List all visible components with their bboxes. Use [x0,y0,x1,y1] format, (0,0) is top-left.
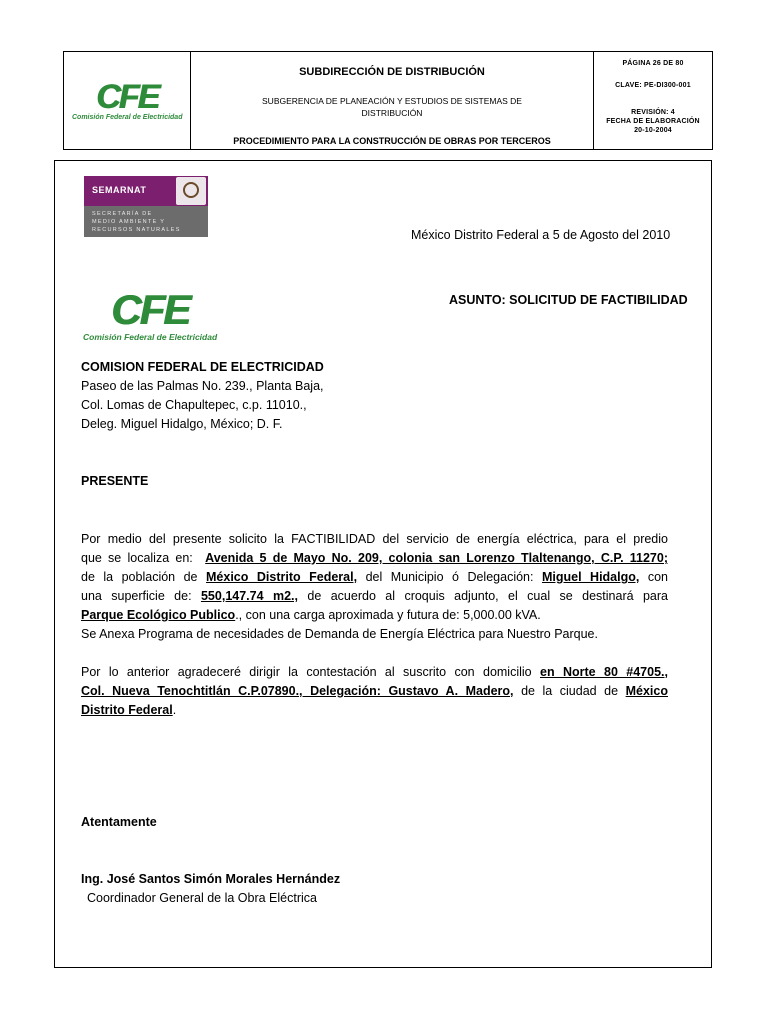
header-logo-cell [64,52,191,149]
recipient-address-line2: Col. Lomas de Chapultepec, c.p. 11010., [81,398,307,412]
cfe-logo-letters: CFE [96,78,158,116]
semarnat-line3: RECURSOS NATURALES [92,227,181,233]
signer-title: Coordinador General de la Obra Eléctrica [87,891,317,905]
semarnat-line2: MEDIO AMBIENTE Y [92,219,166,225]
cfe-logo-caption: Comisión Federal de Electricidad [83,332,218,342]
header-subtitle-line2: DISTRIBUCIÓN [361,108,423,118]
body2-line1: Por lo anterior agradeceré dirigir la contestación al suscrito con domicilio en Norte 80 #4705., [81,665,668,679]
body2-line2: Col. Nueva Tenochtitlán C.P.07890., Delegación: Gustavo A. Madero, de la ciudad de México [81,684,668,698]
body1-line6: Se Anexa Programa de necesidades de Demanda de Energía Eléctrica para Nuestro Parque. [81,627,598,641]
recipient-name: COMISION FEDERAL DE ELECTRICIDAD [81,360,324,374]
cfe-logo-letter [83,286,218,342]
header-subtitle-line1: SUBGERENCIA DE PLANEACIÓN Y ESTUDIOS DE SISTEMAS DE [262,96,522,106]
delegation: Miguel Hidalgo, [541,570,640,584]
semarnat-name: SEMARNAT [92,185,147,195]
document-header [63,51,713,150]
elaboration-date: 20-10-2004 [634,127,672,134]
header-title: SUBDIRECCIÓN DE DISTRIBUCIÓN [299,66,485,78]
header-info-cell [594,52,712,149]
page-number: PÁGINA 26 DE 80 [622,60,684,67]
body1-line2: que se localiza en: Avenida 5 de Mayo No. 209, colonia san Lorenzo Tlaltenango, C.P. 11270; [81,551,668,565]
body2-line3: Distrito Federal. [81,703,177,717]
recipient-address-line3: Deleg. Miguel Hidalgo, México; D. F. [81,417,283,431]
greeting: PRESENTE [81,474,149,488]
header-subtitle [231,95,553,119]
city: México Distrito Federal, [206,570,358,584]
header-procedure: PROCEDIMIENTO PARA LA CONSTRUCCIÓN DE OBRAS POR TERCEROS [233,136,551,146]
letter-page [54,160,712,968]
body-paragraph-2 [81,663,668,720]
sender-city-cont: Distrito Federal [81,703,173,717]
cfe-logo-letters: CFE [111,286,189,333]
body1-line5: Parque Ecológico Publico., con una carga aproximada y futura de: 5,000.00 kVA. [81,608,541,622]
elaboration-date-label: FECHA DE ELABORACIÓN [606,118,700,125]
semarnat-logo [84,176,208,237]
sender-address: en Norte 80 #4705., [540,665,668,679]
surface-area: 550,147.74 m2., [200,589,298,603]
semarnat-line1: SECRETARÍA DE [92,211,153,217]
body1-line1: Por medio del presente solicito la FACTIBILIDAD del servicio de energía eléctrica, para el predio [81,532,668,546]
property-address: Avenida 5 de Mayo No. 209, colonia san Lorenzo Tlaltenango, C.P. 11270; [205,551,668,565]
cfe-logo-caption: Comisión Federal de Electricidad [72,114,183,121]
sender-city: México [625,684,668,698]
document-code: CLAVE: PE-DI300-001 [615,82,691,89]
recipient-address-line1: Paseo de las Palmas No. 239., Planta Baja, [81,379,324,393]
body1-line3: de la población de México Distrito Federal, del Municipio ó Delegación: Miguel Hidalgo, con [81,570,669,584]
land-use: Parque Ecológico Publico [81,608,236,622]
body1-line4: una superficie de: 550,147.74 m2., de acuerdo al croquis adjunto, el cual se destinará para [81,589,668,603]
body-paragraph-1 [81,530,668,644]
letter-date: México Distrito Federal a 5 de Agosto del 2010 [411,228,671,242]
revision: REVISIÓN: 4 [631,109,675,116]
signer-name: Ing. José Santos Simón Morales Hernández [81,872,341,886]
letter-subject: ASUNTO: SOLICITUD DE FACTIBILIDAD [449,293,688,307]
cfe-logo [72,80,182,121]
closing: Atentamente [81,815,157,829]
mexico-seal-icon [176,177,206,205]
header-title-cell [191,52,594,149]
sender-colony: Col. Nueva Tenochtitlán C.P.07890., Delegación: Gustavo A. Madero, [81,684,514,698]
